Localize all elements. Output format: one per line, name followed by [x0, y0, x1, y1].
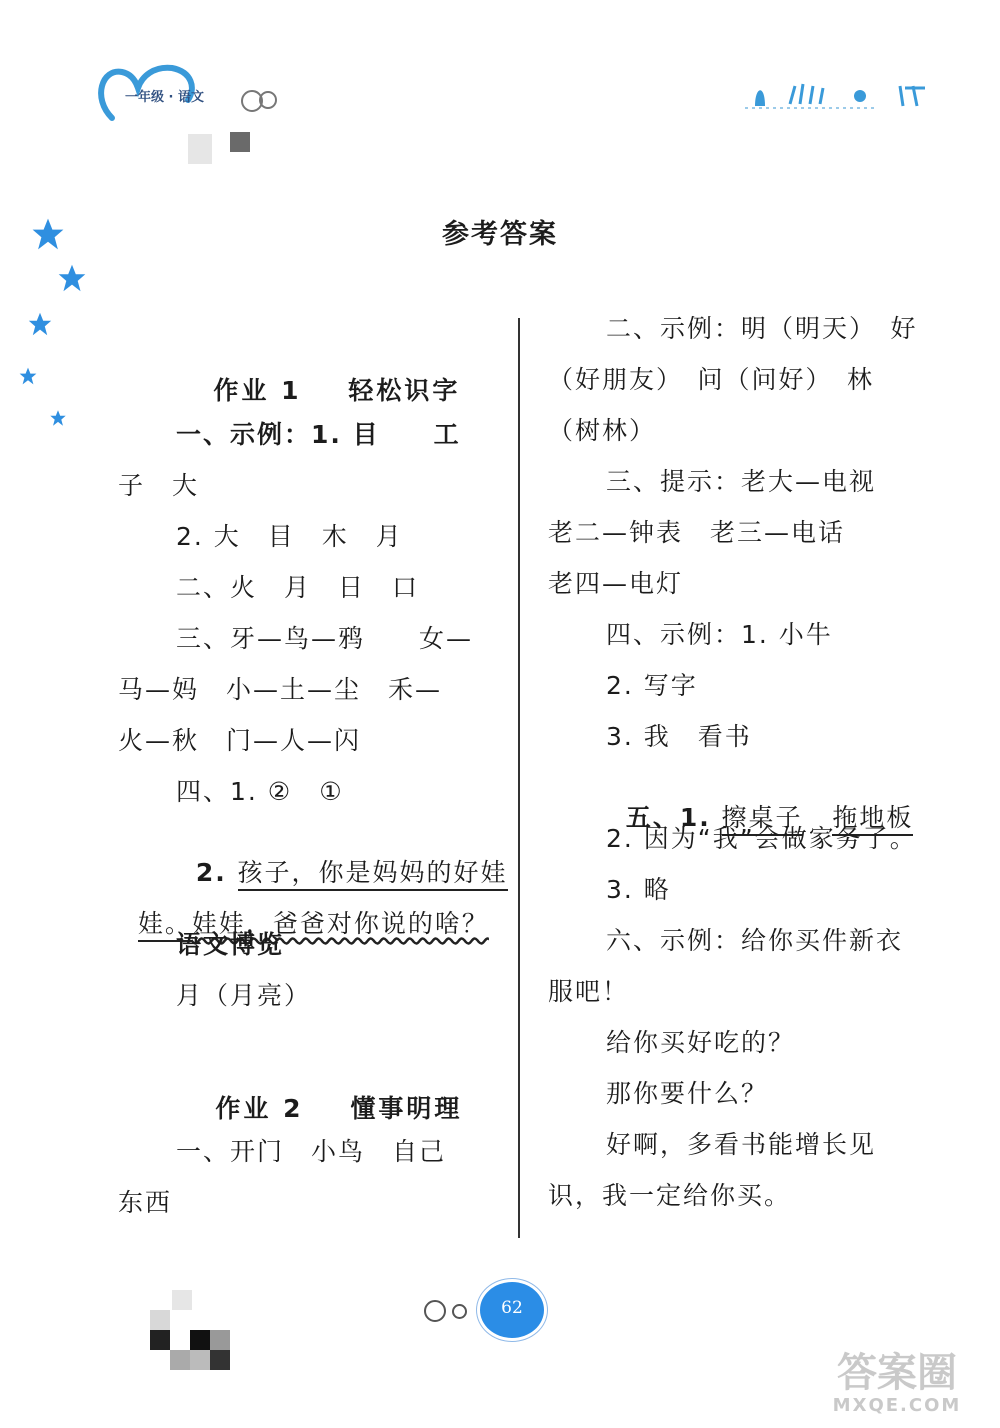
page-title: 参考答案: [442, 219, 558, 250]
answer-line: 识，我一定给你买。: [548, 1181, 792, 1210]
answer-line: 子 大: [118, 471, 200, 500]
wavy-underlined-answer: 娃娃，爸爸对你说的啥？: [191, 909, 489, 938]
answer-line: 东西: [118, 1188, 173, 1217]
pixelated-code-block: [150, 1290, 230, 1370]
answer-line: 2. 因为“我”会做家务了。: [606, 824, 917, 853]
answer-line: 3. 我 看书: [606, 722, 752, 751]
header-grade-label: 一年级 · 语文: [125, 90, 204, 105]
column-divider: [518, 318, 520, 1238]
header-sketch-icon: [238, 86, 282, 116]
answer-line: 好啊，多看书能增长见: [606, 1130, 877, 1159]
decorative-circle-icon: [452, 1304, 467, 1319]
decorative-circle-icon: [424, 1300, 446, 1322]
answer-line: 三、提示：老大—电视: [606, 467, 877, 496]
underlined-answer: 拖地板: [832, 803, 913, 836]
answer-line: [118, 879, 489, 939]
pixelated-block: [230, 132, 250, 152]
page-number: 62: [480, 1282, 544, 1338]
hw1-heading: [190, 342, 460, 407]
hw1-label: 作业 1: [213, 376, 302, 405]
answer-line: 一、示例：1. 目 工: [176, 420, 461, 449]
hw1-name: 轻松识字: [348, 376, 461, 405]
header-decoration-icon: [735, 76, 945, 112]
answer-line: 二、火 月 日 口: [176, 573, 420, 602]
watermark-text: 答案圈: [837, 1350, 957, 1396]
answer-number: 2.: [195, 858, 238, 887]
answer-line: 火—秋 门—人—闪: [118, 726, 362, 755]
watermark-url: MXQE.COM: [832, 1395, 962, 1416]
answer-line: （好朋友） 问（问好） 林: [548, 365, 875, 394]
answer-line: 四、示例：1. 小牛: [606, 620, 833, 649]
answer-line: 四、1. ② ①: [176, 777, 344, 806]
answer-line: 服吧！: [548, 977, 630, 1006]
answer-line: 2. 写字: [606, 671, 698, 700]
answer-line: 2. 大 目 木 月: [176, 522, 403, 551]
answer-line: （树林）: [548, 416, 657, 445]
hw2-label: 作业 2: [215, 1094, 304, 1123]
hw2-name: 懂事明理: [350, 1094, 463, 1123]
answer-line: 三、牙—鸟—鸦 女—: [176, 624, 474, 653]
answer-line: 3. 略: [606, 875, 671, 904]
section-label: 语文博览: [176, 930, 285, 959]
answer-line: 一、开门 小鸟 自己: [176, 1137, 447, 1166]
answer-line: 月（月亮）: [176, 981, 312, 1010]
answer-line: 二、示例：明（明天） 好: [606, 314, 918, 343]
underlined-answer: 孩子，你是妈妈的好娃: [238, 858, 508, 891]
answer-line: 马—妈 小—土—尘 禾—: [118, 675, 443, 704]
watermark: [812, 1351, 982, 1416]
underlined-answer: 擦桌子: [722, 803, 803, 836]
hw2-heading: [192, 1060, 462, 1125]
answer-line: 给你买好吃的？: [606, 1028, 796, 1057]
answer-line: 老二—钟表 老三—电话: [548, 518, 846, 547]
pixelated-block: [188, 134, 212, 164]
answer-number: 五、1.: [625, 803, 722, 832]
answer-line: 那你要什么？: [606, 1079, 769, 1108]
answer-line: 老四—电灯: [548, 569, 684, 598]
answer-line: 六、示例：给你买件新衣: [606, 926, 904, 955]
underlined-answer: 娃。: [138, 909, 192, 942]
